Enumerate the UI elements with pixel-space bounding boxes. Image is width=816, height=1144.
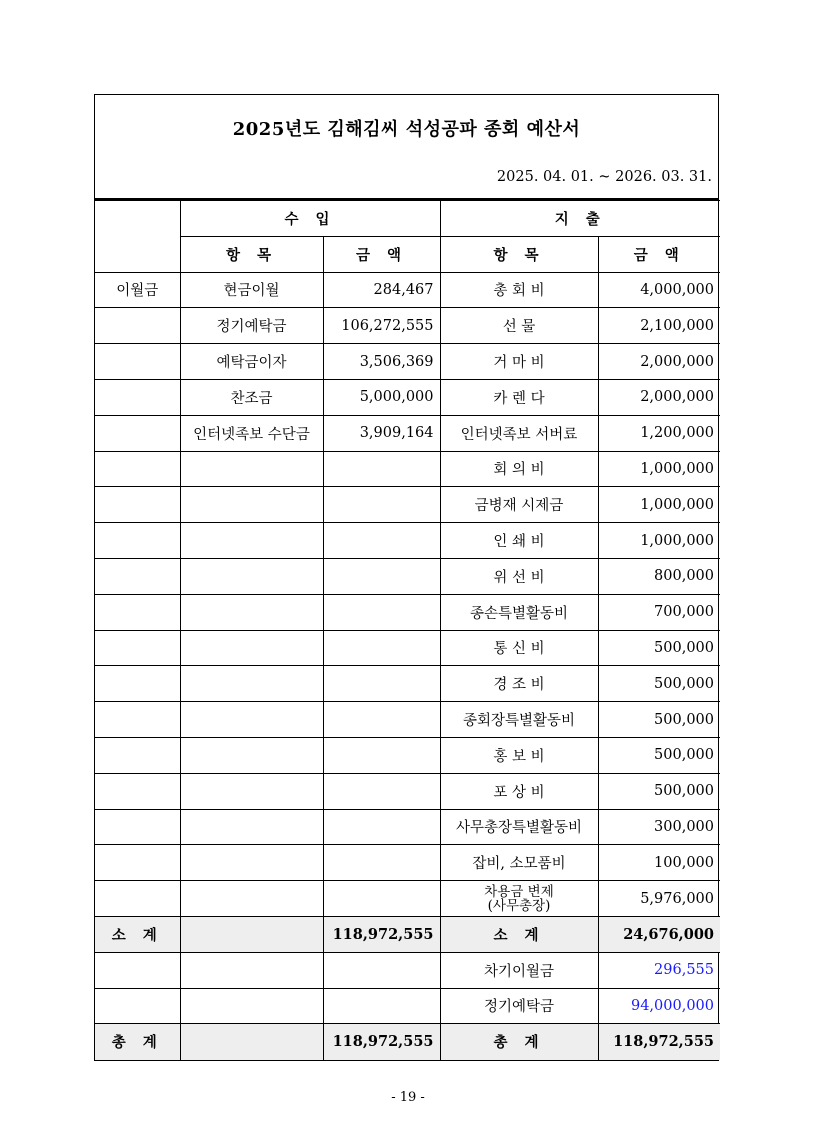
expense-item-line: (사무총장): [487, 897, 551, 914]
income-item-cell: 예탁금이자: [180, 344, 323, 380]
income-amount-cell: 3,909,164: [323, 415, 440, 451]
income-amount-cell: [323, 809, 440, 845]
carry-item: 정기예탁금: [440, 988, 598, 1024]
total-row: [95, 1024, 720, 1060]
income-amount-cell: [323, 487, 440, 523]
expense-amount-cell: 1,200,000: [598, 415, 720, 451]
total-income-amount: 118,972,555: [323, 1024, 440, 1060]
expense-item-cell: 위 선 비: [440, 558, 598, 594]
income-amount-cell: 5,000,000: [323, 379, 440, 415]
expense-item-cell: 카 렌 다: [440, 379, 598, 415]
income-item-cell: [180, 881, 323, 917]
income-item-cell: 정기예탁금: [180, 308, 323, 344]
total-income-item: [180, 1024, 323, 1060]
table-row: [95, 666, 720, 702]
income-item-cell: [180, 451, 323, 487]
income-item-cell: [180, 666, 323, 702]
expense-item-cell: 선 물: [440, 308, 598, 344]
header-row-1: [95, 201, 720, 237]
budget-table: [95, 200, 720, 1060]
table-row: [95, 630, 720, 666]
carry-in-item: [180, 988, 323, 1024]
expense-amount-cell: 5,976,000: [598, 881, 720, 917]
category-cell: [95, 666, 180, 702]
category-cell: [95, 737, 180, 773]
income-header: 수 입: [180, 201, 440, 237]
income-amount-cell: [323, 881, 440, 917]
income-amount-header: 금 액: [323, 236, 440, 272]
carry-in-amt: [323, 988, 440, 1024]
carry-cat: [95, 988, 180, 1024]
table-row: [95, 344, 720, 380]
carry-cat: [95, 952, 180, 988]
category-cell: [95, 845, 180, 881]
expense-item-cell: 종손특별활동비: [440, 594, 598, 630]
total-expense-amount: 118,972,555: [598, 1024, 720, 1060]
table-row: [95, 809, 720, 845]
carry-row: [95, 988, 720, 1024]
income-amount-cell: 3,506,369: [323, 344, 440, 380]
income-item-cell: 현금이월: [180, 272, 323, 308]
expense-item-cell: 거 마 비: [440, 344, 598, 380]
income-amount-cell: 284,467: [323, 272, 440, 308]
expense-amount-cell: 2,000,000: [598, 344, 720, 380]
income-item-cell: [180, 558, 323, 594]
expense-amount-cell: 2,000,000: [598, 379, 720, 415]
category-cell: [95, 594, 180, 630]
expense-amount-cell: 500,000: [598, 666, 720, 702]
category-cell: [95, 881, 180, 917]
expense-amount-cell: 500,000: [598, 630, 720, 666]
table-row: [95, 379, 720, 415]
income-amount-cell: [323, 558, 440, 594]
income-item-cell: [180, 487, 323, 523]
table-row: [95, 451, 720, 487]
expense-amount-cell: 2,100,000: [598, 308, 720, 344]
table-row: [95, 737, 720, 773]
expense-item-cell: 홍 보 비: [440, 737, 598, 773]
category-cell: [95, 379, 180, 415]
income-amount-cell: [323, 594, 440, 630]
expense-item-cell: 경 조 비: [440, 666, 598, 702]
subtotal-income-item: [180, 916, 323, 952]
income-item-cell: 인터넷족보 수단금: [180, 415, 323, 451]
expense-item-cell: 사무총장특별활동비: [440, 809, 598, 845]
expense-amount-cell: 1,000,000: [598, 487, 720, 523]
expense-header: 지 출: [440, 201, 720, 237]
expense-item-header: 항 목: [440, 236, 598, 272]
expense-amount-cell: 1,000,000: [598, 451, 720, 487]
expense-item-cell: 종회장특별활동비: [440, 702, 598, 738]
category-cell: [95, 487, 180, 523]
table-row: [95, 523, 720, 559]
income-item-cell: [180, 845, 323, 881]
expense-amount-cell: 300,000: [598, 809, 720, 845]
expense-item-cell: 인 쇄 비: [440, 523, 598, 559]
subtotal-expense-amount: 24,676,000: [598, 916, 720, 952]
header-row-2: [95, 236, 720, 272]
expense-item-cell: [440, 881, 598, 917]
subtotal-expense-label: 소 계: [440, 916, 598, 952]
category-cell: [95, 308, 180, 344]
category-cell: 이월금: [95, 272, 180, 308]
subtotal-income-amount: 118,972,555: [323, 916, 440, 952]
category-cell: [95, 809, 180, 845]
income-item-header: 항 목: [180, 236, 323, 272]
table-row: [95, 272, 720, 308]
income-item-cell: [180, 773, 323, 809]
category-cell: [95, 344, 180, 380]
title-box: [95, 95, 718, 200]
carry-row: [95, 952, 720, 988]
expense-amount-cell: 700,000: [598, 594, 720, 630]
income-item-cell: 찬조금: [180, 379, 323, 415]
table-row: [95, 308, 720, 344]
expense-amount-header: 금 액: [598, 236, 720, 272]
table-row: [95, 845, 720, 881]
expense-amount-cell: 500,000: [598, 773, 720, 809]
income-amount-cell: [323, 666, 440, 702]
income-item-cell: [180, 737, 323, 773]
expense-item-cell: 인터넷족보 서버료: [440, 415, 598, 451]
category-cell: [95, 451, 180, 487]
carry-amount: 296,555: [598, 952, 720, 988]
carry-amount: 94,000,000: [598, 988, 720, 1024]
subtotal-row: [95, 916, 720, 952]
expense-item-cell: 포 상 비: [440, 773, 598, 809]
period-label: 2025. 04. 01. ~ 2026. 03. 31.: [496, 169, 712, 185]
income-item-cell: [180, 523, 323, 559]
table-row: [95, 415, 720, 451]
income-amount-cell: [323, 451, 440, 487]
total-label: 총 계: [95, 1024, 180, 1060]
income-amount-cell: [323, 630, 440, 666]
expense-amount-cell: 100,000: [598, 845, 720, 881]
expense-item-cell: 통 신 비: [440, 630, 598, 666]
subtotal-label: 소 계: [95, 916, 180, 952]
carry-item: 차기이월금: [440, 952, 598, 988]
page-title: 2025년도 김해김씨 석성공파 종회 예산서: [232, 119, 581, 140]
budget-document: [94, 94, 719, 1061]
category-cell: [95, 773, 180, 809]
category-cell: [95, 415, 180, 451]
expense-item-cell: 금병재 시제금: [440, 487, 598, 523]
page-number: - 19 -: [391, 1090, 425, 1105]
table-row: [95, 702, 720, 738]
category-cell: [95, 702, 180, 738]
income-amount-cell: [323, 773, 440, 809]
income-amount-cell: [323, 702, 440, 738]
income-amount-cell: [323, 523, 440, 559]
blank-header-cell: [95, 201, 180, 273]
category-cell: [95, 558, 180, 594]
income-item-cell: [180, 630, 323, 666]
expense-item-cell: 잡비, 소모품비: [440, 845, 598, 881]
carry-in-item: [180, 952, 323, 988]
income-item-cell: [180, 702, 323, 738]
expense-item-cell: 회 의 비: [440, 451, 598, 487]
table-row: [95, 558, 720, 594]
expense-amount-cell: 4,000,000: [598, 272, 720, 308]
income-item-cell: [180, 594, 323, 630]
income-item-cell: [180, 809, 323, 845]
table-row: [95, 881, 720, 917]
table-row: [95, 773, 720, 809]
total-expense-label: 총 계: [440, 1024, 598, 1060]
expense-amount-cell: 500,000: [598, 737, 720, 773]
carry-in-amt: [323, 952, 440, 988]
table-row: [95, 594, 720, 630]
expense-amount-cell: 800,000: [598, 558, 720, 594]
expense-amount-cell: 500,000: [598, 702, 720, 738]
expense-item-cell: 총 회 비: [440, 272, 598, 308]
category-cell: [95, 523, 180, 559]
income-amount-cell: [323, 737, 440, 773]
table-row: [95, 487, 720, 523]
expense-amount-cell: 1,000,000: [598, 523, 720, 559]
expense-item-line: 차용금 변제: [484, 883, 554, 900]
income-amount-cell: 106,272,555: [323, 308, 440, 344]
income-amount-cell: [323, 845, 440, 881]
category-cell: [95, 630, 180, 666]
